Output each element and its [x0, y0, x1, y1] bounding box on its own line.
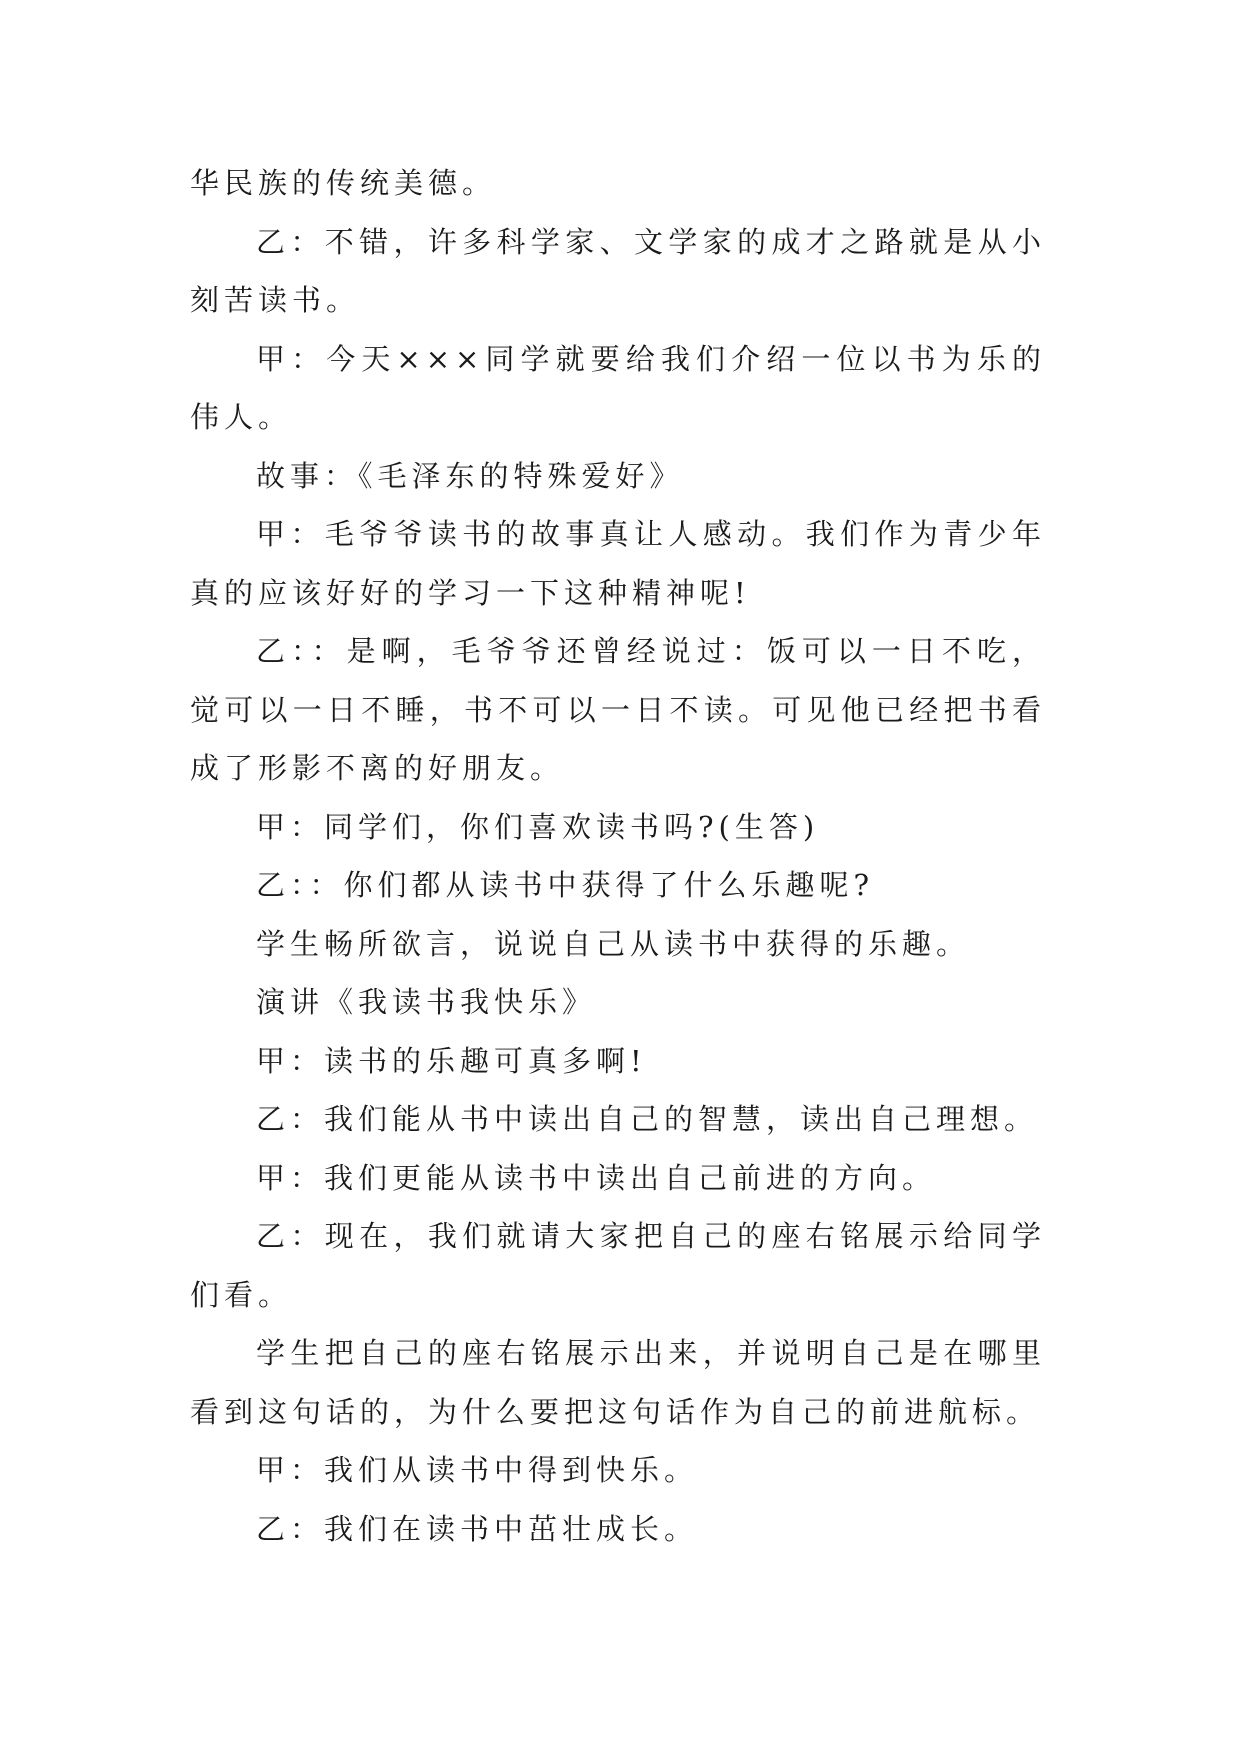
paragraph-1: 华民族的传统美德。 — [190, 166, 497, 200]
paragraph-17: 乙：我们在读书中茁壮成长。 — [256, 1511, 699, 1546]
paragraph-8: 乙：：你们都从读书中获得了什么乐趣呢? — [256, 868, 875, 902]
paragraph-7: 甲：同学们，你们喜欢读书吗?(生答) — [256, 809, 820, 844]
paragraph-9: 学生畅所欲言，说说自己从读书中获得的乐趣。 — [256, 926, 971, 961]
paragraph-2: 乙：不错，许多科学家、文学家的成才之路就是从小刻苦读书。 — [190, 224, 1046, 317]
paragraph-14: 乙：现在，我们就请大家把自己的座右铭展示给同学们看。 — [190, 1219, 1046, 1312]
paragraph-12: 乙：我们能从书中读出自己的智慧，读出自己理想。 — [256, 1102, 1039, 1136]
paragraph-4: 故事：《毛泽东的特殊爱好》 — [256, 458, 684, 493]
paragraph-5: 甲：毛爷爷读书的故事真让人感动。我们作为青少年真的应该好好的学习一下这种精神呢! — [190, 517, 1046, 610]
paragraph-3: 甲：今天×××同学就要给我们介绍一位以书为乐的伟人。 — [190, 341, 1046, 434]
paragraph-11: 甲：读书的乐趣可真多啊! — [256, 1043, 647, 1078]
paragraph-10: 演讲《我读书我快乐》 — [256, 985, 597, 1019]
paragraph-16: 甲：我们从读书中得到快乐。 — [256, 1453, 699, 1487]
paragraph-6: 乙：：是啊，毛爷爷还曾经说过：饭可以一日不吃，觉可以一日不睡，书不可以一日不读。可见他已经把书看成了形影不离的好朋友。 — [190, 634, 1046, 785]
paragraph-15: 学生把自己的座右铭展示出来，并说明自己是在哪里看到这句话的，为什么要把这句话作为自己的前进航标。 — [190, 1336, 1046, 1429]
document-body — [190, 154, 1046, 1558]
paragraph-13: 甲：我们更能从读书中读出自己前进的方向。 — [256, 1160, 937, 1195]
